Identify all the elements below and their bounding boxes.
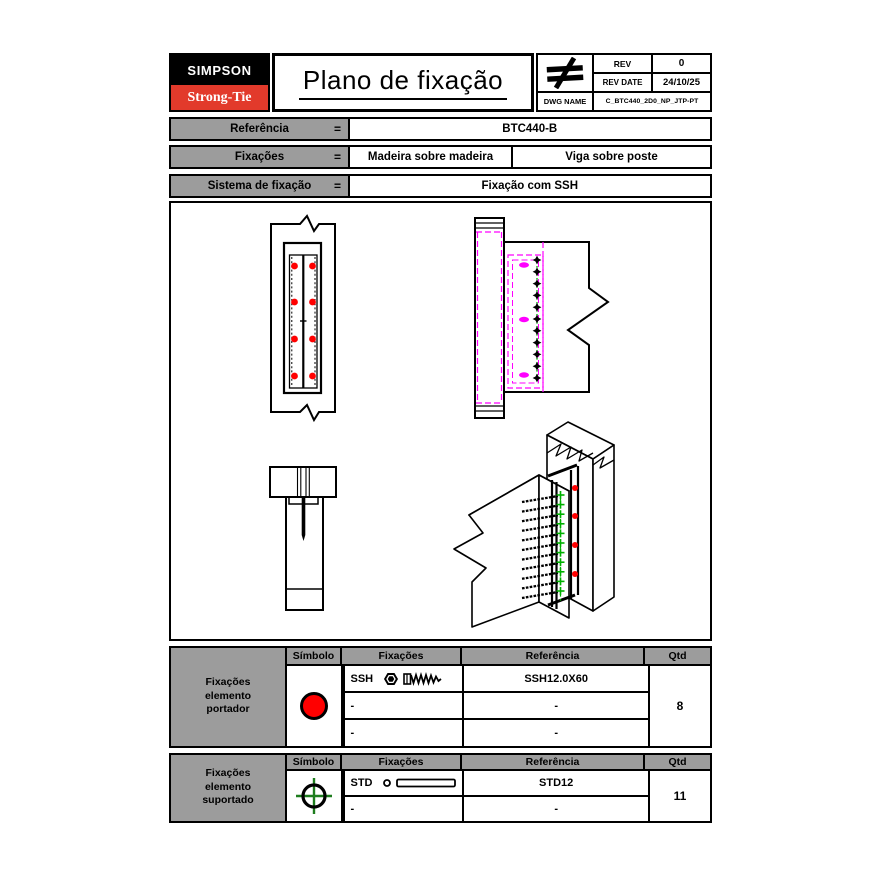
col-header-qtd: Qtd xyxy=(643,646,712,667)
fixing-label: STD xyxy=(350,777,373,789)
reference-cell: - xyxy=(462,795,651,823)
info-value: Madeira sobre madeira xyxy=(348,145,514,169)
table-row xyxy=(343,769,651,797)
drawing-sheet xyxy=(169,53,712,823)
col-header-referencia: Referência xyxy=(460,753,646,772)
info-value: Fixação com SSH xyxy=(348,174,713,198)
info-label xyxy=(169,117,350,141)
equals-sign: = xyxy=(333,150,341,164)
fixing-cell: - xyxy=(343,795,465,823)
group-label: Fixações elemento portador xyxy=(169,646,287,748)
reference-cell: STD12 xyxy=(462,769,651,797)
info-label-text: Fixações xyxy=(234,151,285,163)
table-row xyxy=(343,664,651,694)
col-header-fixacoes: Fixações xyxy=(340,753,462,772)
info-value: Viga sobre poste xyxy=(511,145,712,169)
fixing-cell xyxy=(343,769,465,797)
fixing-cell xyxy=(343,664,465,694)
fixing-label: SSH xyxy=(350,672,374,685)
logo-simpson-text: SIMPSON xyxy=(171,55,268,85)
qty-cell: 8 xyxy=(648,664,712,748)
reference-cell: - xyxy=(462,691,651,721)
equals-sign: = xyxy=(333,121,341,136)
info-row-referencia xyxy=(169,117,712,141)
col-header-simbolo: Símbolo xyxy=(285,646,343,667)
side-view xyxy=(475,218,608,418)
logo-strongtie-text: Strong-Tie xyxy=(171,85,268,110)
plan-view xyxy=(271,216,335,420)
rev-value: 0 xyxy=(651,55,710,74)
fixing-cell: - xyxy=(343,718,465,748)
rev-label: REV xyxy=(594,55,651,74)
red-circle-symbol xyxy=(298,690,330,722)
fixings-table-suportado xyxy=(169,753,712,823)
dwg-name-label: DWG NAME xyxy=(538,93,594,110)
green-crosshair-symbol xyxy=(293,775,335,817)
title-block xyxy=(169,53,712,112)
sheet-title-cell xyxy=(272,53,534,112)
table-row xyxy=(343,795,651,823)
info-row-sistema xyxy=(169,174,712,198)
qty-cell: 11 xyxy=(648,769,712,823)
info-label-text: Sistema de fixação xyxy=(207,179,312,192)
info-label xyxy=(169,174,350,198)
sheet-title: Plano de fixação xyxy=(299,65,507,100)
section-view xyxy=(270,467,336,610)
revision-block xyxy=(536,53,712,112)
technical-drawings xyxy=(171,203,709,638)
reference-cell: SSH12.0X60 xyxy=(462,664,651,694)
reference-cell: - xyxy=(462,718,651,748)
info-row-fixacoes xyxy=(169,145,712,169)
not-equal-icon xyxy=(538,55,594,93)
rev-date-value: 24/10/25 xyxy=(651,74,710,93)
fixings-table-portador xyxy=(169,646,712,748)
dwg-name-value: C_BTC440_2D0_NP_JTP-PT xyxy=(605,98,699,105)
col-header-referencia: Referência xyxy=(460,646,646,667)
std-dowel-icon xyxy=(380,775,458,791)
info-label-text: Referência xyxy=(230,122,289,135)
info-value: BTC440-B xyxy=(348,117,713,141)
rev-date-label: REV DATE xyxy=(594,74,651,93)
table-row xyxy=(343,691,651,721)
col-header-simbolo: Símbolo xyxy=(285,753,343,772)
group-label: Fixações elemento suportado xyxy=(169,753,287,823)
symbol-cell xyxy=(285,664,343,748)
ssh-screw-icon xyxy=(380,670,442,688)
drawing-area xyxy=(169,201,712,641)
col-header-qtd: Qtd xyxy=(643,753,712,772)
info-label xyxy=(169,145,350,169)
table-row xyxy=(343,718,651,748)
isometric-view xyxy=(454,422,614,627)
fixing-cell: - xyxy=(343,691,465,721)
simpson-strongtie-logo xyxy=(169,53,270,112)
col-header-fixacoes: Fixações xyxy=(340,646,462,667)
symbol-cell xyxy=(285,769,343,823)
equals-sign: = xyxy=(333,178,341,193)
